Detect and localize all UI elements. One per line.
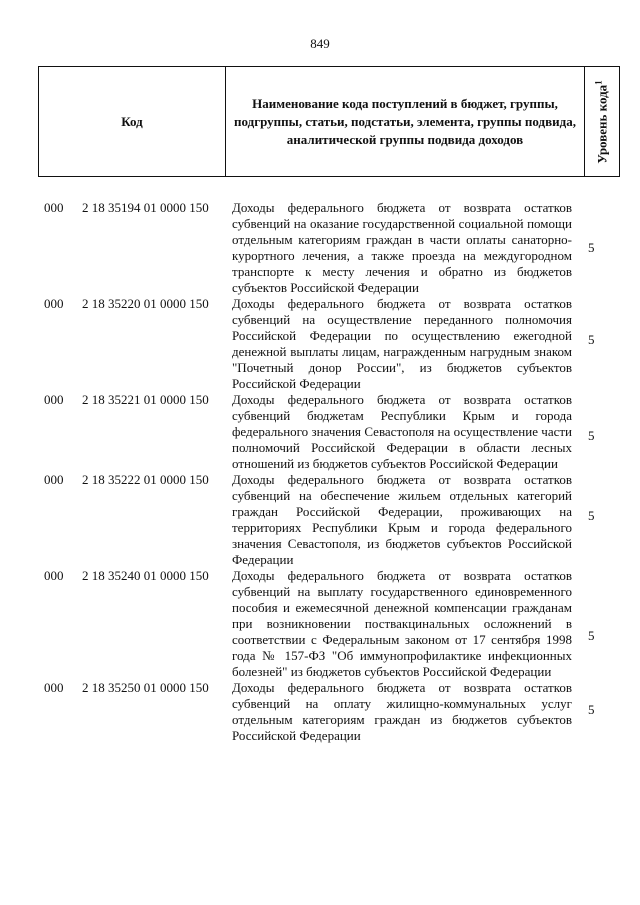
admin-code: 000 <box>44 296 64 311</box>
table-row <box>0 200 640 296</box>
budget-code: 2 18 35221 01 0000 150 <box>82 392 209 407</box>
code-description: Доходы федерального бюджета от возврата остатков субвенций на осуществление переданного полномочия Российской Федерации по осуществлению ежегодной денежной выплаты лицам, награжденным нагрудным знаком "Почетный донор России", из бюджетов субъектов Российской Федерации <box>232 296 572 391</box>
code-level: 5 <box>588 508 595 523</box>
admin-code: 000 <box>44 680 64 695</box>
code-description: Доходы федерального бюджета от возврата остатков субвенций на обеспечение жильем отдельных категорий граждан Российской Федерации, проживающих на территориях Республики Крым и города федерального значения Севастополя, из бюджетов субъектов Российской Федерации <box>232 472 572 567</box>
admin-code: 000 <box>44 472 64 487</box>
code-description: Доходы федерального бюджета от возврата остатков субвенций на оказание государственной социальной помощи отдельным категориям граждан в части оплаты санаторно-курортного лечения, а также проезда на междугородном транспорте к месту лечения и обратно из бюджетов субъектов Российской Федерации <box>232 200 572 295</box>
table-row <box>0 296 640 392</box>
header-code: Код <box>39 67 226 177</box>
page-number: 849 <box>310 36 330 51</box>
header-level <box>593 80 610 163</box>
code-description: Доходы федерального бюджета от возврата остатков субвенций на оплату жилищно-коммунальных услуг отдельным категориям граждан из бюджетов субъектов Российской Федерации <box>232 680 572 743</box>
code-level: 5 <box>588 428 595 443</box>
table-row <box>0 472 640 568</box>
admin-code: 000 <box>44 568 64 583</box>
header-name: Наименование кода поступлений в бюджет, группы, подгруппы, статьи, подстатьи, элемента, группы подвида, аналитической группы подвида доходов <box>226 67 585 177</box>
budget-code: 2 18 35220 01 0000 150 <box>82 296 209 311</box>
code-description: Доходы федерального бюджета от возврата остатков субвенций на выплату государственного единовременного пособия и ежемесячной денежной компенсации гражданам при возникновении поствакцинальных осложнений в соответствии с Федеральным законом от 17 сентября 1998 года № 157-ФЗ "Об иммунопрофилактике инфекционных болезней" из бюджетов субъектов Российской Федерации <box>232 568 572 679</box>
table-row <box>0 680 640 744</box>
table-row <box>0 392 640 472</box>
admin-code: 000 <box>44 200 64 215</box>
budget-code: 2 18 35222 01 0000 150 <box>82 472 209 487</box>
table-body <box>0 200 640 744</box>
budget-code: 2 18 35240 01 0000 150 <box>82 568 209 583</box>
table-header <box>38 66 620 177</box>
code-level: 5 <box>588 702 595 717</box>
budget-code: 2 18 35250 01 0000 150 <box>82 680 209 695</box>
header-level-footnote: 1 <box>593 79 604 85</box>
budget-code: 2 18 35194 01 0000 150 <box>82 200 209 215</box>
table-row <box>0 568 640 680</box>
code-level: 5 <box>588 332 595 347</box>
admin-code: 000 <box>44 392 64 407</box>
header-level-label: Уровень кода <box>594 84 610 164</box>
code-description: Доходы федерального бюджета от возврата остатков субвенций бюджетам Республики Крым и города федерального значения Севастополя на осуществление части полномочий Российской Федерации в области лесных отношений из бюджетов субъектов Российской Федерации <box>232 392 572 471</box>
code-level: 5 <box>588 628 595 643</box>
header-level-cell <box>585 67 620 177</box>
code-level: 5 <box>588 240 595 255</box>
